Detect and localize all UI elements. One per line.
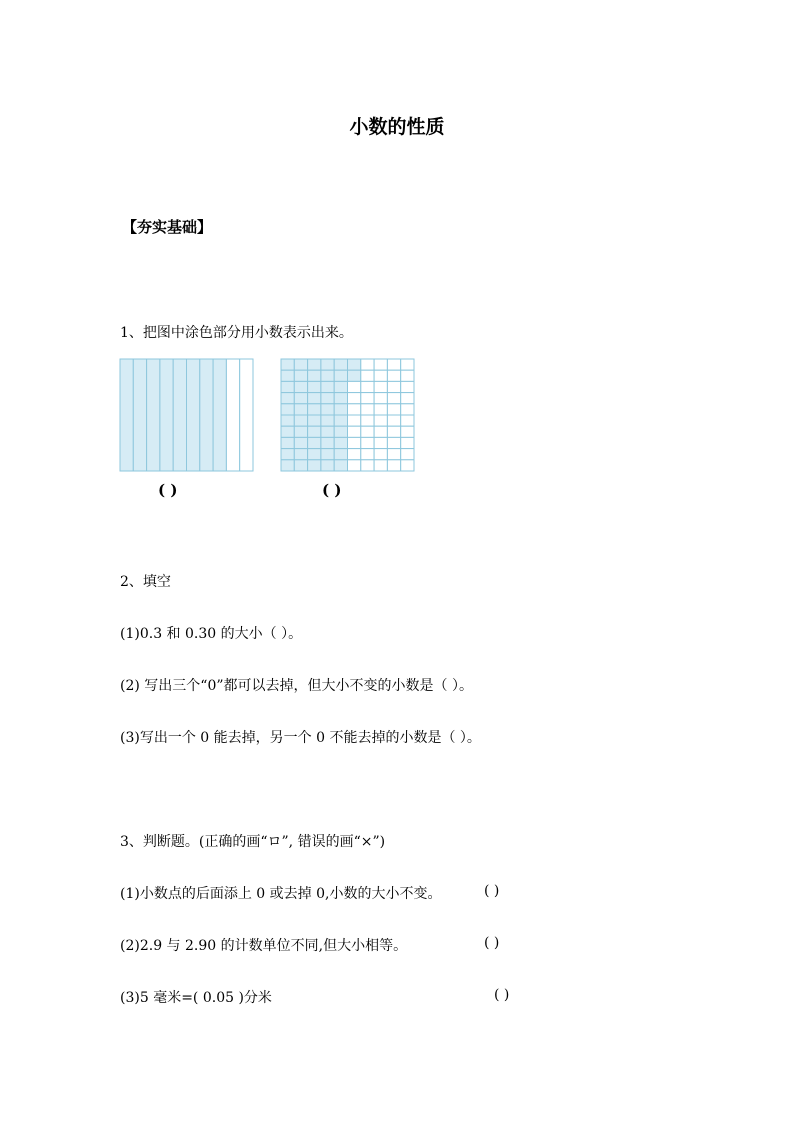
question-2-item-1: (1)0.3 和 0.30 的大小（ ）。: [120, 626, 303, 642]
blank-cell: [401, 460, 414, 471]
shaded-cell: [334, 404, 347, 415]
shaded-cell: [281, 381, 294, 392]
shaded-strip: [187, 359, 200, 471]
blank-cell: [361, 415, 374, 426]
question-2-prompt: 2、填空: [120, 574, 171, 590]
shaded-cell: [334, 393, 347, 404]
shaded-cell: [294, 393, 307, 404]
blank-cell: [374, 437, 387, 448]
question-3-item-3-blank[interactable]: ( ): [494, 987, 510, 1003]
blank-cell: [387, 449, 400, 460]
section-heading: 【夯实基础】: [122, 218, 213, 236]
blank-cell: [361, 370, 374, 381]
shaded-cell: [281, 460, 294, 471]
shaded-cell: [294, 415, 307, 426]
shaded-cell: [294, 460, 307, 471]
shaded-cell: [334, 370, 347, 381]
blank-strip: [240, 359, 253, 471]
shaded-cell: [321, 460, 334, 471]
blank-cell: [401, 359, 414, 370]
shaded-cell: [348, 370, 361, 381]
blank-cell: [374, 415, 387, 426]
question-3-item-1-blank[interactable]: ( ): [484, 883, 500, 899]
shaded-cell: [321, 393, 334, 404]
shaded-cell: [281, 437, 294, 448]
shaded-cell: [308, 393, 321, 404]
shaded-cell: [294, 437, 307, 448]
shaded-cell: [334, 437, 347, 448]
shaded-cell: [321, 437, 334, 448]
blank-cell: [361, 437, 374, 448]
shaded-cell: [294, 359, 307, 370]
blank-cell: [374, 393, 387, 404]
blank-strip: [226, 359, 239, 471]
shaded-cell: [321, 426, 334, 437]
shaded-cell: [294, 426, 307, 437]
blank-cell: [361, 449, 374, 460]
shaded-cell: [308, 415, 321, 426]
shaded-strip: [200, 359, 213, 471]
figure-1-answer-blank[interactable]: ( ): [158, 481, 178, 499]
blank-cell: [387, 393, 400, 404]
question-2-item-3: (3)写出一个 0 能去掉，另一个 0 不能去掉的小数是（ ）。: [120, 730, 481, 746]
shaded-cell: [281, 449, 294, 460]
shaded-cell: [281, 359, 294, 370]
blank-cell: [387, 437, 400, 448]
blank-cell: [348, 460, 361, 471]
blank-cell: [361, 393, 374, 404]
shaded-strip: [147, 359, 160, 471]
question-3-item-2: (2)2.9 与 2.90 的计数单位不同,但大小相等。: [120, 938, 408, 954]
shaded-cell: [294, 404, 307, 415]
question-1-prompt: 1、把图中涂色部分用小数表示出来。: [120, 325, 353, 341]
blank-cell: [401, 381, 414, 392]
blank-cell: [401, 449, 414, 460]
shaded-cell: [321, 359, 334, 370]
shaded-cell: [281, 415, 294, 426]
shaded-cell: [321, 370, 334, 381]
blank-cell: [401, 426, 414, 437]
shaded-cell: [321, 404, 334, 415]
shaded-strip: [173, 359, 186, 471]
blank-cell: [374, 404, 387, 415]
blank-cell: [401, 415, 414, 426]
blank-cell: [387, 426, 400, 437]
blank-cell: [401, 404, 414, 415]
shaded-cell: [321, 449, 334, 460]
shaded-cell: [294, 381, 307, 392]
blank-cell: [401, 437, 414, 448]
figure-hundred-grid: [281, 359, 415, 472]
shaded-cell: [308, 404, 321, 415]
blank-cell: [361, 460, 374, 471]
shaded-strip: [160, 359, 173, 471]
blank-cell: [387, 359, 400, 370]
shaded-cell: [308, 437, 321, 448]
blank-cell: [374, 460, 387, 471]
question-2-item-2: (2) 写出三个“0”都可以去掉，但大小不变的小数是（ ）。: [120, 678, 473, 694]
shaded-cell: [281, 426, 294, 437]
question-3-item-3: (3)5 毫米=( 0.05 )分米: [120, 990, 272, 1006]
blank-cell: [374, 449, 387, 460]
question-3-item-2-blank[interactable]: ( ): [484, 935, 500, 951]
shaded-strip: [133, 359, 146, 471]
blank-cell: [374, 426, 387, 437]
blank-cell: [348, 404, 361, 415]
blank-cell: [387, 415, 400, 426]
blank-cell: [361, 359, 374, 370]
shaded-cell: [308, 460, 321, 471]
blank-cell: [374, 359, 387, 370]
figure-column-strips: [120, 359, 254, 472]
shaded-cell: [334, 359, 347, 370]
question-3-item-1: (1)小数点的后面添上 0 或去掉 0,小数的大小不变。: [120, 886, 442, 902]
shaded-strip: [120, 359, 133, 471]
shaded-cell: [308, 426, 321, 437]
shaded-cell: [334, 460, 347, 471]
blank-cell: [348, 393, 361, 404]
blank-cell: [361, 381, 374, 392]
shaded-cell: [294, 449, 307, 460]
shaded-cell: [348, 359, 361, 370]
blank-cell: [387, 460, 400, 471]
blank-cell: [348, 381, 361, 392]
shaded-cell: [321, 381, 334, 392]
shaded-cell: [308, 449, 321, 460]
shaded-cell: [281, 393, 294, 404]
blank-cell: [401, 393, 414, 404]
blank-cell: [361, 426, 374, 437]
shaded-cell: [281, 404, 294, 415]
blank-cell: [361, 404, 374, 415]
blank-cell: [374, 381, 387, 392]
blank-cell: [348, 415, 361, 426]
shaded-cell: [334, 449, 347, 460]
shaded-cell: [294, 370, 307, 381]
blank-cell: [348, 449, 361, 460]
shaded-cell: [334, 415, 347, 426]
figure-2-answer-blank[interactable]: ( ): [322, 481, 342, 499]
shaded-cell: [334, 381, 347, 392]
blank-cell: [387, 370, 400, 381]
blank-cell: [348, 426, 361, 437]
blank-cell: [387, 381, 400, 392]
shaded-cell: [308, 370, 321, 381]
blank-cell: [348, 437, 361, 448]
shaded-cell: [321, 415, 334, 426]
question-3-prompt: 3、判断题。(正确的画“ロ”, 错误的画“×”): [120, 834, 386, 850]
blank-cell: [401, 370, 414, 381]
blank-cell: [374, 370, 387, 381]
page-title: 小数的性质: [349, 116, 445, 138]
shaded-cell: [308, 381, 321, 392]
shaded-cell: [308, 359, 321, 370]
blank-cell: [387, 404, 400, 415]
shaded-cell: [334, 426, 347, 437]
shaded-cell: [281, 370, 294, 381]
shaded-strip: [213, 359, 226, 471]
